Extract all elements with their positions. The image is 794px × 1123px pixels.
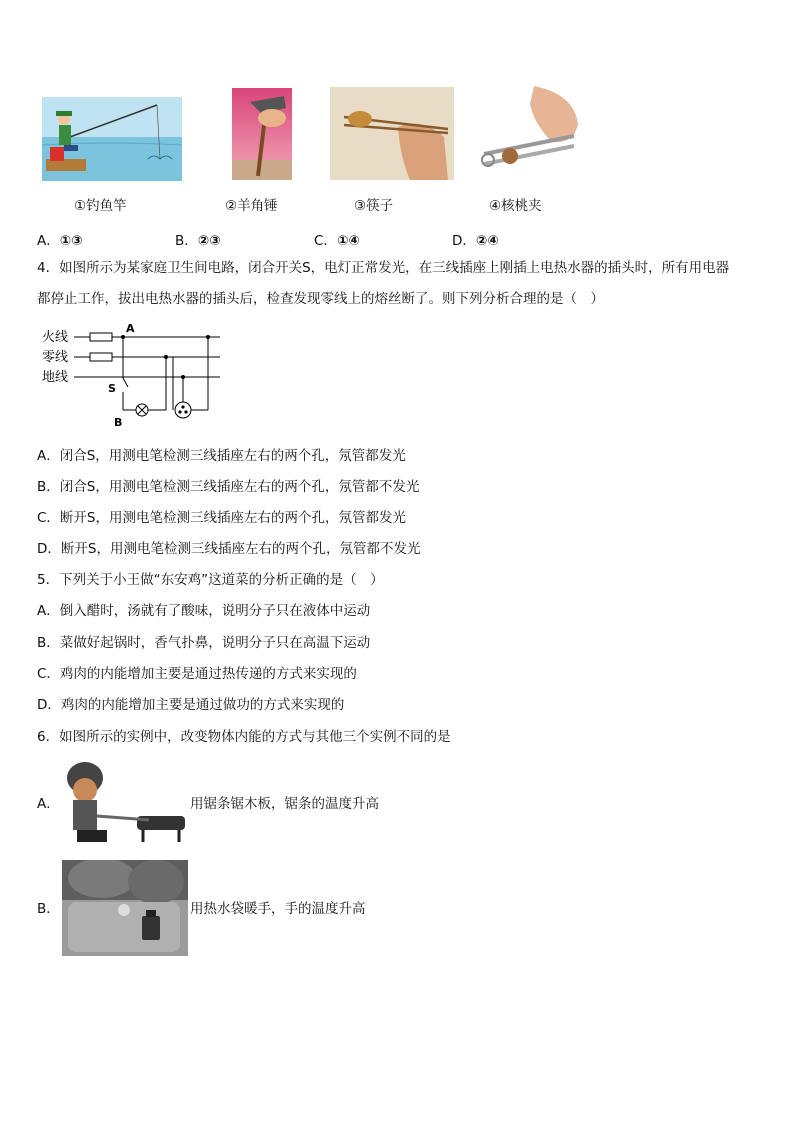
sawing-wood-picture <box>63 758 188 848</box>
q4-option-d[interactable]: D．断开S，用测电笔检测三线插座左右的两个孔，氖管都不发光 <box>37 541 421 557</box>
option-text: ①④ <box>336 233 360 249</box>
caption-fishing-rod: ①钓鱼竿 <box>74 198 127 214</box>
q4-option-b[interactable]: B．闭合S，用测电笔检测三线插座左右的两个孔，氖管都不发光 <box>37 479 420 495</box>
point-a-label: A <box>126 322 135 335</box>
q5-option-c[interactable]: C．鸡肉的内能增加主要是通过热传递的方式来实现的 <box>37 666 357 682</box>
q3-option-c[interactable] <box>314 229 360 249</box>
q3-option-d[interactable] <box>452 229 499 249</box>
neutral-wire-label: 零线 <box>42 350 69 365</box>
q6-option-b-letter[interactable]: B． <box>37 901 60 917</box>
option-letter: D． <box>452 233 476 249</box>
q4-option-c[interactable]: C．断开S，用测电笔检测三线插座左右的两个孔，氖管都发光 <box>37 510 406 526</box>
q4-stem-line1: 4．如图所示为某家庭卫生间电路，闭合开关S，电灯正常发光，在三线插座上刚插上电热水器的插头时，所有用电器 <box>37 260 730 276</box>
q6-option-a-text: 用锯条锯木板，锯条的温度升高 <box>190 796 379 812</box>
chopsticks-picture <box>330 87 454 180</box>
option-letter: B． <box>175 233 198 249</box>
fishing-rod-picture <box>42 97 182 181</box>
q6-option-a-letter[interactable]: A． <box>37 796 60 812</box>
circuit-diagram <box>40 320 230 430</box>
ground-wire-label: 地线 <box>42 370 69 385</box>
option-text: ②③ <box>197 233 221 249</box>
option-letter: A． <box>37 233 60 249</box>
claw-hammer-picture <box>232 88 292 180</box>
q6-option-b-text: 用热水袋暖手，手的温度升高 <box>190 901 366 917</box>
option-letter: C． <box>314 233 337 249</box>
q5-option-a[interactable]: A．倒入醋时，汤就有了酸味，说明分子只在液体中运动 <box>37 603 371 619</box>
live-wire-label: 火线 <box>42 330 69 345</box>
caption-walnut-cracker: ④核桃夹 <box>489 198 542 214</box>
point-b-label: B <box>114 416 123 429</box>
switch-label: S <box>108 382 116 395</box>
hot-water-bag-picture <box>62 860 188 956</box>
q5-option-d[interactable]: D．鸡肉的内能增加主要是通过做功的方式来实现的 <box>37 697 345 713</box>
caption-chopsticks: ③筷子 <box>354 198 394 214</box>
q5-option-b[interactable]: B．菜做好起锅时，香气扑鼻，说明分子只在高温下运动 <box>37 635 371 651</box>
q4-option-a[interactable]: A．闭合S，用测电笔检测三线插座左右的两个孔，氖管都发光 <box>37 448 406 464</box>
option-text: ①③ <box>59 233 83 249</box>
q4-stem-line2: 都停止工作，拔出电热水器的插头后，检查发现零线上的熔丝断了。则下列分析合理的是（ ） <box>37 291 604 307</box>
q5-stem: 5．下列关于小王做“东安鸡”这道菜的分析正确的是（ ） <box>37 572 384 588</box>
caption-claw-hammer: ②羊角锤 <box>225 198 278 214</box>
q3-option-a[interactable] <box>37 229 83 249</box>
q3-option-b[interactable] <box>175 229 221 249</box>
option-text: ②④ <box>475 233 499 249</box>
walnut-cracker-picture <box>474 84 580 180</box>
q6-stem: 6．如图所示的实例中，改变物体内能的方式与其他三个实例不同的是 <box>37 729 451 745</box>
